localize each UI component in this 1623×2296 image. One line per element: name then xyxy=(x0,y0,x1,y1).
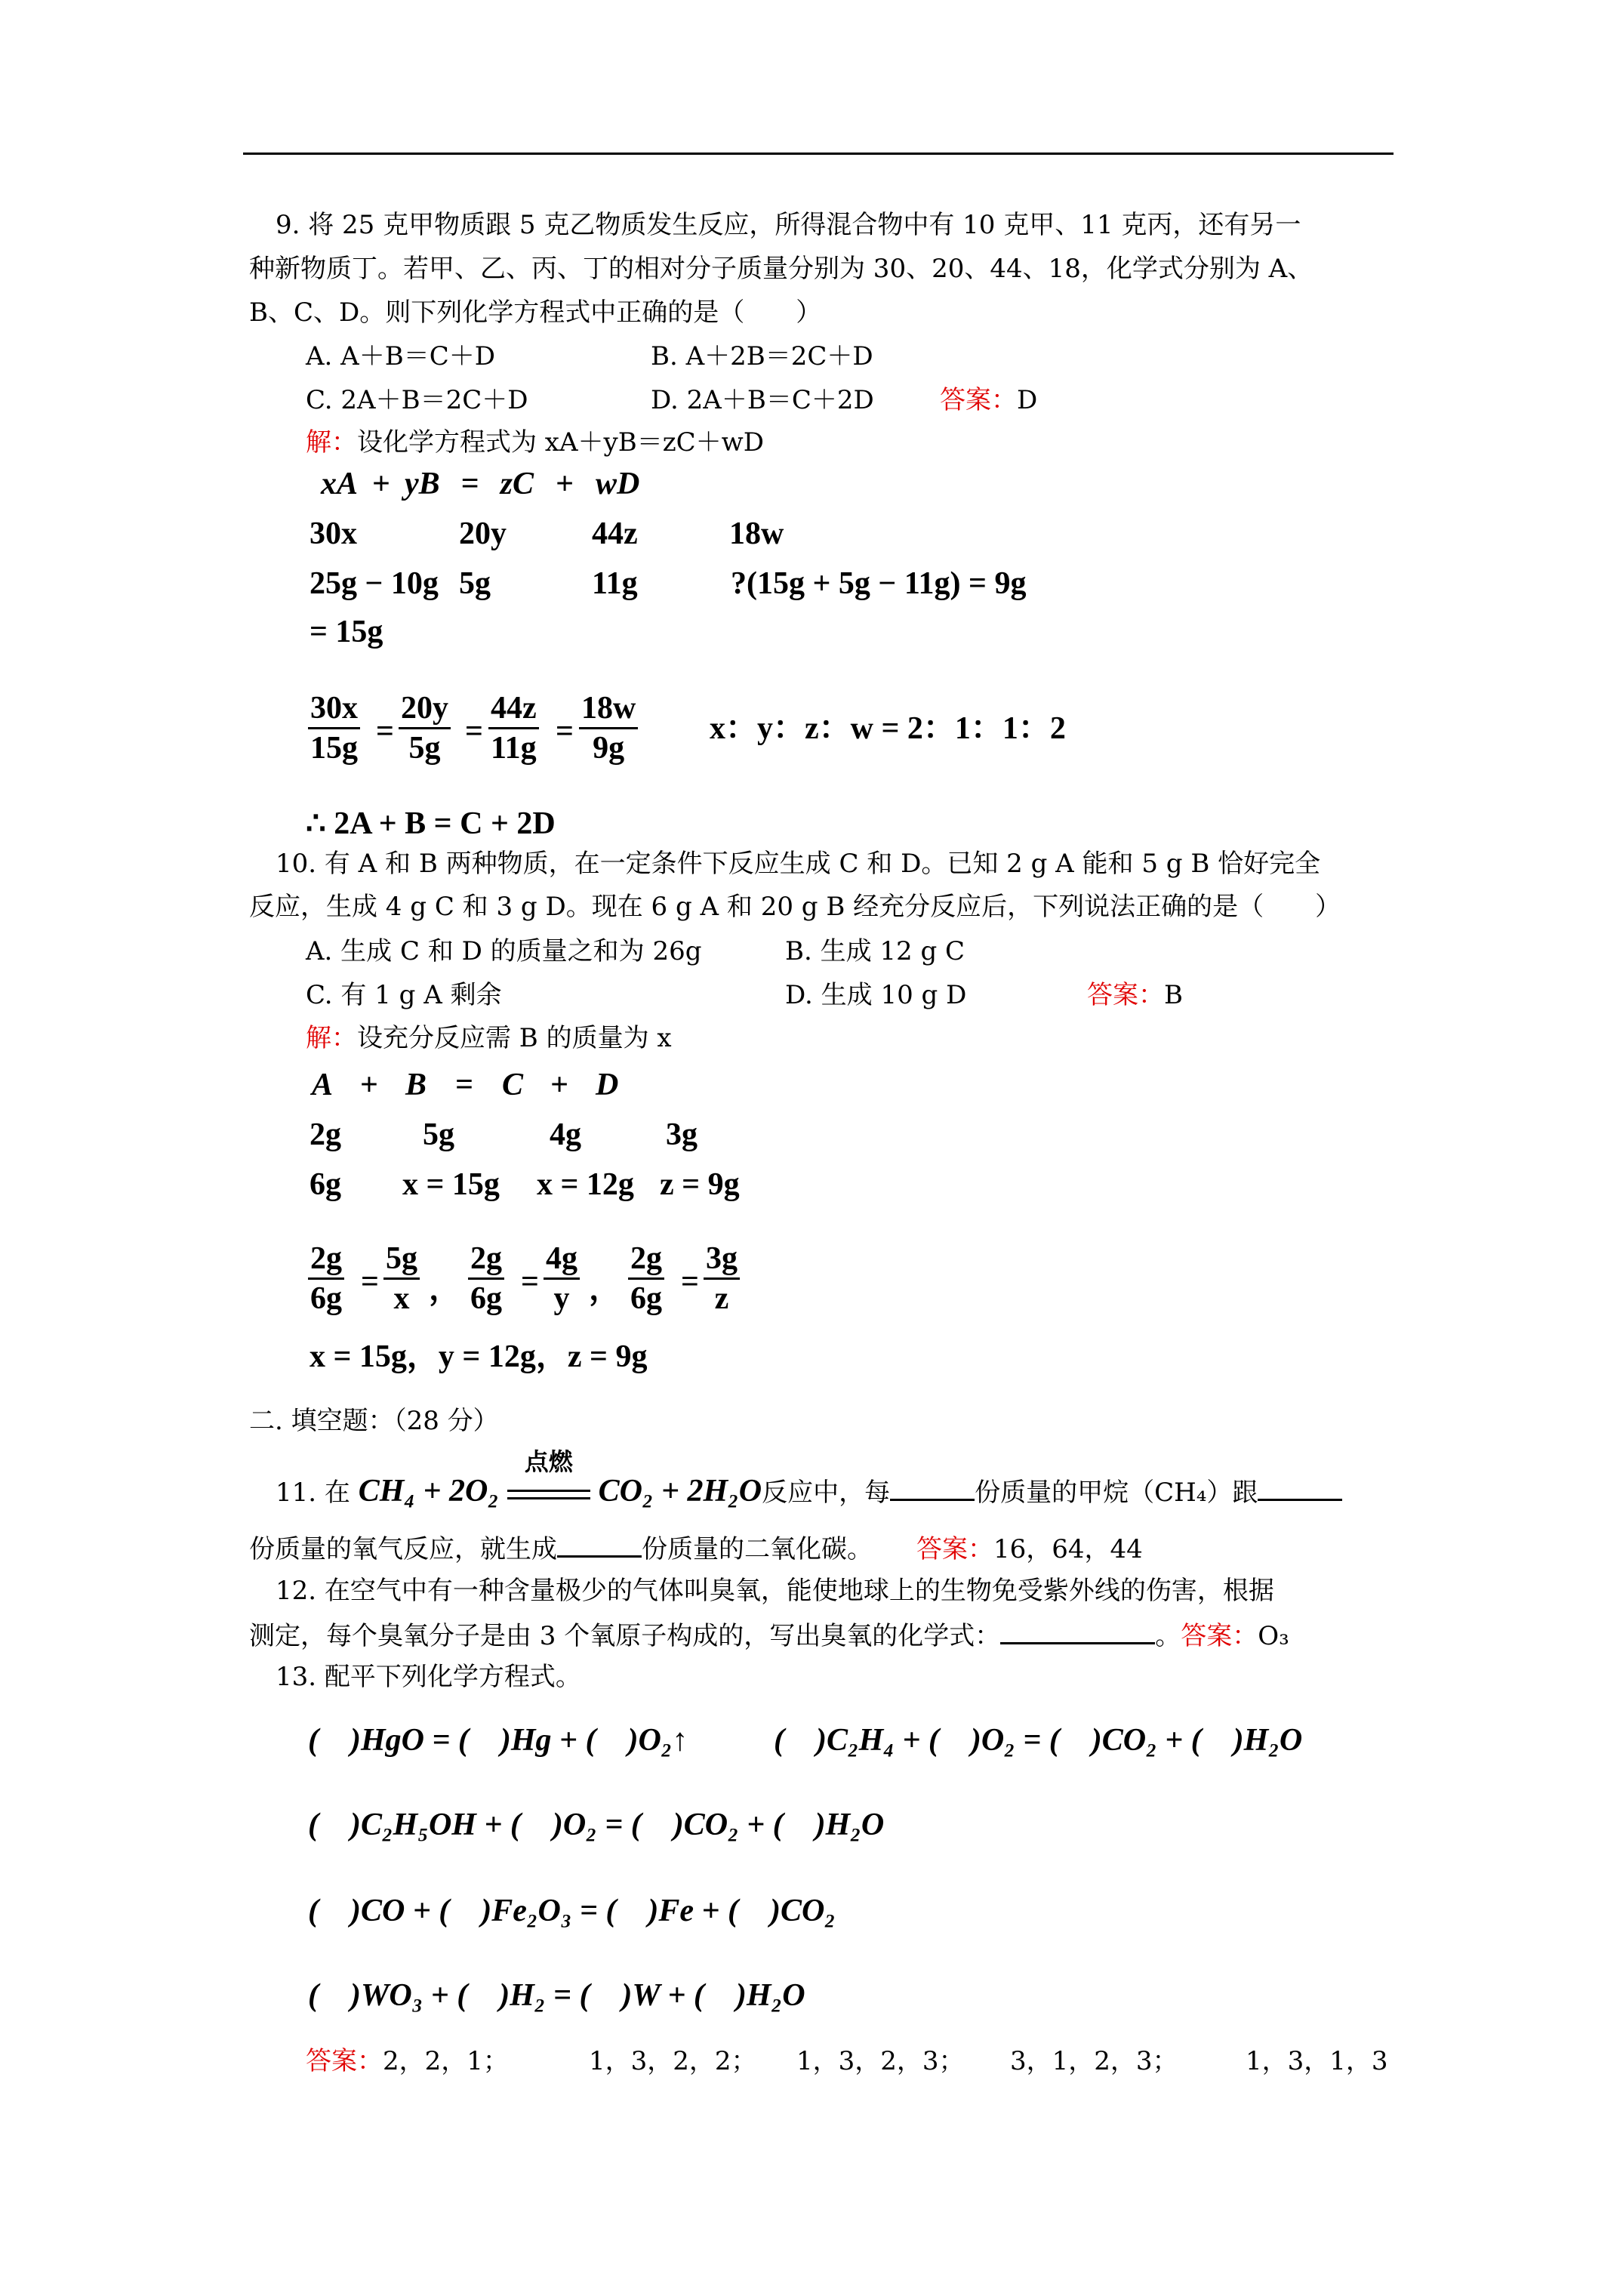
q10-fraction-3-left: $\frac{2g}{6g}$ xyxy=(628,1241,664,1316)
q10-equals-2: = xyxy=(521,1265,539,1299)
q10-solution: 解：设充分反应需 B 的质量为 x xyxy=(306,1023,672,1053)
q10-answer: 答案：B xyxy=(1087,980,1183,1010)
q13-eq3: ( )C₂H₅OH + ( )O₂ = ( )CO₂ + ( )H₂O xyxy=(308,1808,885,1842)
q10-eq-row2-d: 3g xyxy=(666,1117,698,1152)
q9-eq-row4: = 15g xyxy=(310,615,383,649)
section-heading: 二. 填空题：（28 分） xyxy=(249,1406,499,1436)
q9-ratio: x：y：z：w = 2：1：1：2 xyxy=(710,711,1066,746)
q9-eq-row2-b: 20y xyxy=(459,516,507,551)
q10-fraction-1-right: $\frac{5g}{x}$ xyxy=(383,1241,420,1316)
q10-eq-row2-b: 5g xyxy=(423,1117,454,1152)
q9-option-b: B. A＋2B＝2C＋D xyxy=(651,341,873,371)
q9-eq-row2-d: 18w xyxy=(729,516,784,551)
q11-line1: 11. 在 CH₄ + 2O₂ 点燃 CO₂ + 2H₂O反应中，每 份质量的甲烷（CH₄）跟 xyxy=(276,1472,1342,1510)
q9-eq-row2-c: 44z xyxy=(592,516,638,551)
q10-equals-1: = xyxy=(361,1265,379,1299)
q9-eq-row3: 25g − 10g xyxy=(310,566,439,601)
q11-blank-3[interactable] xyxy=(557,1533,642,1558)
q13-text: 13. 配平下列化学方程式。 xyxy=(276,1662,581,1692)
q11-blank-1[interactable] xyxy=(890,1476,975,1501)
header-rule xyxy=(243,153,1394,155)
q10-option-c: C. 有 1 g A 剩余 xyxy=(306,980,502,1010)
q10-comma-1: ， xyxy=(429,1272,461,1307)
q13-answer-4: 3，1，2，3； xyxy=(1010,2046,1178,2076)
q13-answer-5: 1，3，1，3 xyxy=(1246,2046,1388,2076)
q13-eq5: ( )WO₃ + ( )H₂ = ( )W + ( )H₂O xyxy=(308,1978,805,2013)
q9-fraction-4: $\frac{18w}{9g}$ xyxy=(579,691,638,766)
q10-fraction-2-right: $\frac{4g}{y}$ xyxy=(544,1241,580,1316)
q9-equals-3: = xyxy=(556,714,574,749)
q10-fraction-3-right: $\frac{3g}{z}$ xyxy=(704,1241,740,1316)
q10-fraction-2-left: $\frac{2g}{6g}$ xyxy=(468,1241,504,1316)
q13-answer-3: 1，3，2，3； xyxy=(796,2046,965,2076)
q10-option-b: B. 生成 12 g C xyxy=(785,936,965,966)
q10-eq-row3-c: x = 12g xyxy=(537,1167,634,1202)
q10-text-line1: 10. 有 A 和 B 两种物质，在一定条件下反应生成 C 和 D。已知 2 g A 能和 5 g B 恰好完全 xyxy=(276,849,1321,879)
q9-option-a: A. A＋B＝C＋D xyxy=(306,341,495,371)
q10-text-line2: 反应，生成 4 g C 和 3 g D。现在 6 g A 和 20 g B 经充分反应后，下列说法正确的是（ ） xyxy=(249,892,1341,922)
q12-line2: 测定，每个臭氧分子是由 3 个氧原子构成的，写出臭氧的化学式： 。答案：O₃ xyxy=(249,1621,1289,1651)
q10-option-a: A. 生成 C 和 D 的质量之和为 26g xyxy=(306,936,702,966)
q13-eq1: ( )HgO = ( )Hg + ( )O₂↑ xyxy=(308,1723,688,1758)
q10-eq-row3-b: x = 15g xyxy=(402,1167,500,1202)
q10-eq-row2-a: 2g xyxy=(310,1117,341,1152)
q9-option-d: D. 2A＋B＝C＋2D xyxy=(651,385,874,415)
q9-equals-2: = xyxy=(465,714,483,749)
q9-fraction-3: $\frac{44z}{11g}$ xyxy=(488,691,539,766)
q9-answer: 答案：D xyxy=(940,385,1038,415)
q10-fraction-1-left: $\frac{2g}{6g}$ xyxy=(308,1241,344,1316)
q9-eq-row3-b: 5g xyxy=(459,566,491,601)
q9-eq-row3-d: ?(15g + 5g − 11g) = 9g xyxy=(731,566,1027,601)
q10-eq-row3-a: 6g xyxy=(310,1167,341,1202)
q12-text-line1: 12. 在空气中有一种含量极少的气体叫臭氧，能使地球上的生物免受紫外线的伤害，根据 xyxy=(276,1576,1274,1606)
q10-equals-3: = xyxy=(681,1265,699,1299)
q9-eq-row3-c: 11g xyxy=(592,566,638,601)
q11-line2: 份质量的氧气反应，就生成 份质量的二氧化碳。 答案：16，64，44 xyxy=(249,1534,1143,1564)
q9-conclusion: ∴ 2A + B = C + 2D xyxy=(306,806,556,841)
q9-equals-1: = xyxy=(376,714,394,749)
q9-fraction-1: $\frac{30x}{15g}$ xyxy=(308,691,360,766)
q10-option-d: D. 生成 10 g D xyxy=(785,980,967,1010)
q9-text-line2: 种新物质丁。若甲、乙、丙、丁的相对分子质量分别为 30、20、44、18，化学式分别为 A、 xyxy=(249,254,1313,284)
q13-eq2: ( )C₂H₄ + ( )O₂ = ( )CO₂ + ( )H₂O xyxy=(774,1723,1303,1758)
q10-eq-row2-c: 4g xyxy=(550,1117,581,1152)
q12-blank[interactable] xyxy=(1000,1620,1155,1644)
q13-answer-2: 1，3，2，2； xyxy=(589,2046,757,2076)
q9-text-line3: B、C、D。则下列化学方程式中正确的是（ ） xyxy=(249,297,822,328)
q10-result: x = 15g，y = 12g，z = 9g xyxy=(310,1339,648,1374)
q13-answer-label: 答案：2，2，1； xyxy=(306,2046,509,2076)
q10-eq-row3-d: z = 9g xyxy=(660,1167,740,1202)
q9-solution: 解：设化学方程式为 xA＋yB＝zC＋wD xyxy=(306,427,765,458)
q9-text-line1: 9. 将 25 克甲物质跟 5 克乙物质发生反应，所得混合物中有 10 克甲、11 克丙，还有另一 xyxy=(276,210,1301,240)
q9-eq-row1: xA + yB = zC + wD xyxy=(321,467,640,501)
q9-fraction-2: $\frac{20y}{5g}$ xyxy=(399,691,451,766)
q13-eq4: ( )CO + ( )Fe₂O₃ = ( )Fe + ( )CO₂ xyxy=(308,1894,836,1928)
q11-blank-2[interactable] xyxy=(1258,1476,1342,1501)
q10-eq-row1: A + B = C + D xyxy=(312,1068,619,1102)
q9-option-c: C. 2A＋B＝2C＋D xyxy=(306,385,528,415)
q9-eq-row2: 30x xyxy=(310,516,357,551)
q10-comma-2: ， xyxy=(589,1272,621,1307)
